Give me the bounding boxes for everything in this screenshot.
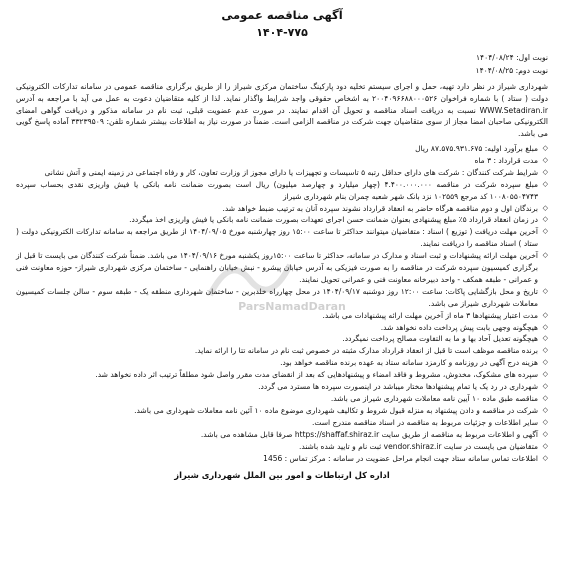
watermark: ParsNamadDaran [238, 300, 346, 313]
list-item: ◇ در زمان انعقاد قرارداد ۵٪ مبلغ پیشنهادی بعنوان ضمانت حسن اجرای تعهدات بصورت ضمانت نامه بانکی یا فیش واریزی اخذ میگردد. [16, 214, 548, 226]
list-item: ◇ اطلاعات تماس سامانه ستاد جهت انجام مراحل عضویت در سامانه : مرکز تماس : 1456 [16, 453, 548, 465]
list-item: ◇ مناقصه طبق ماده ۱۰ آیین نامه معاملات شهرداری شیراز می باشد. [16, 393, 548, 405]
notice-title: آگهی مناقصه عمومی [221, 8, 343, 22]
list-item: ◇ برنده مناقصه موظف است تا قبل از انعقاد قرارداد مدارک مثبته در خصوص ثبت نام در سامانه تتا را ارائه نماید. [16, 345, 548, 357]
list-item: ◇ آگهی و اطلاعات مربوط به مناقصه از طریق سایت https://shaffaf.shiraz.ir صرفا قابل مشاهده می باشد. [16, 429, 548, 441]
list-item: ◇ مدت اعتبار پیشنهادها ۳ ماه از آخرین مهلت ارائه پیشنهادات می باشد. [16, 310, 548, 322]
second-print-date: نوبت دوم: ۱۴۰۴/۰۸/۲۵ [475, 66, 548, 75]
intro-paragraph: شهرداری شیراز در نظر دارد تهیه، حمل و اجرای سیستم تخلیه دود پارکینگ ساختمان مرکزی شیراز را از طریق برگزاری مناقصه عمومی در سامانه تدارکات الکترونیکی دولت ( ستاد ) با شماره فراخوان ۲۰۰۴۰۹۶۶۸۸۰۰۰۵۲۶ به اشخاص حقوقی واجد شرایط واگذار نماید. لذا از کلیه متقاضیان دعوت به عمل می آید با مراجعه به آدرس WWW.Setadiran.ir نسبت به دریافت اسناد مناقصه و تحویل آن اقدام نمایند. در صورت عدم عضویت قبلی، ثبت نام در سامانه مذکور و دریافت گواهی امضای الکترونیکی صاحبان امضا مجاز از سوی متقاضیان جهت شرکت در مناقصه الزامی است. ضمناً در صورت نیاز به اطلاعات بیشتر شماره تلفن: ۳۳۲۳۹۵۰۹ آماده پاسخ گویی می باشد. [16, 82, 549, 139]
issuer-signature: اداره کل ارتباطات و امور بین الملل شهرداری شیراز [174, 470, 390, 481]
list-item: ◇ مدت قرارداد : ۳ ماه [16, 155, 548, 167]
list-item: ◇ برندگان اول و دوم مناقصه هرگاه حاضر به انعقاد قرارداد نشوند سپرده آنان به ترتیب ضبط خواهد شد. [16, 203, 548, 215]
notice-number: ۱۴۰۴-۷۷۵ [256, 26, 308, 39]
list-item: ◇ متقاضیان می بایست در سایت vendor.shiraz.ir ثبت نام و تایید شده باشند. [16, 441, 548, 453]
list-item: ◇ شهرداری در رد یک یا تمام پیشنهادها مختار میباشد در اینصورت سپرده ها مسترد می گردد. [16, 381, 548, 393]
publication-dates [16, 51, 548, 77]
list-item: ◇ سایر اطلاعات و جزئیات مربوط به مناقصه در اسناد مناقصه مندرج است. [16, 417, 548, 429]
list-item: ◇ آخرین مهلت دریافت ( توزیع ) اسناد : متقاضیان میتوانند حداکثر تا ساعت ۱۵:۰۰ روز چهارشنبه مورخ ۱۴۰۴/۰۹/۰۵ از طریق مراجعه به سامانه تدارکات الکترونیکی دولت ( ستاد ) اسناد مناقصه را دریافت نمایند. [16, 226, 548, 250]
list-item: ◇ شرایط شرکت کنندگان : شرکت های دارای حداقل رتبه ۵ تاسیسات و تجهیزات یا دارای مجوز از وزارت تعاون، کار و رفاه اجتماعی در زمینه ایمنی و آتش نشانی [16, 167, 548, 179]
first-print-date: نوبت اول: ۱۴۰۴/۰۸/۲۴ [475, 53, 548, 62]
list-item: ◇ مبلغ سپرده شرکت در مناقصه ۴.۴۰۰.۰۰۰.۰۰۰ (چهار میلیارد و چهارصد میلیون) ریال است بصورت ضمانت نامه بانکی یا فیش واریزی نقدی بحساب سپرده ۱۰۰۸۰۵۵۰۴۷۴۳ کد مرجع ۱۰۲۵۵۹ نزد بانک شهر شعبه چمران بنام شهرداری شیراز [16, 179, 548, 203]
list-item: ◇ مبلغ برآورد اولیه: ۸۷.۵۷۵.۹۳۱.۶۷۵ ریال [16, 143, 548, 155]
list-item: ◇ هیچگونه وجهی بابت پیش پرداخت داده نخواهد شد. [16, 322, 548, 334]
list-item: ◇ آخرین مهلت ارائه پیشنهادات و ثبت اسناد و مدارک در سامانه، حداکثر تا ساعت ۱۵:۰۰روز یکشنبه مورخ ۱۴۰۴/۰۹/۱۶ می باشد. ضمناً شرکت کنندگان می بایست تا قبل از برگزاری کمیسیون سپرده شرکت در مناقصه را به صورت فیزیکی به آدرس خیابان پیشرو - نبش خیابان راهنمایی - ساختمان مرکزی شهرداری شیراز- حوزه معاونت فنی و عمرانی - طبقه همکف - واحد دبیرخانه معاونت فنی و عمرانی تحویل نمایند. [16, 250, 548, 286]
list-item: ◇ شرکت در مناقصه و دادن پیشنهاد به منزله قبول شروط و تکالیف شهرداری موضوع ماده ۱۰ آئین نامه معاملات شهرداری می باشد. [16, 405, 548, 417]
list-item: ◇ هیچگونه تعدیل آحاد بها و ما به التفاوت مصالح پرداخت نمیگردد. [16, 333, 548, 345]
list-item: ◇ تاریخ و محل بازگشایی پاکات: ساعت ۱۲:۰۰ روز دوشنبه ۱۴۰۴/۰۹/۱۷ در محل چهارراه خلدبرین - ساختمان شهرداری منطقه یک - طبقه سوم - سالن جلسات کمیسیون معاملات شهرداری شیراز می باشد. [16, 286, 548, 310]
list-item: ◇ هزینه درج آگهی در روزنامه و کارمزد سامانه ستاد به عهده برنده مناقصه خواهد بود. [16, 357, 548, 369]
list-item: ◇ سپرده های مشکوک، مخدوش، مشروط و فاقد امضاء و پیشنهادهایی که بعد از انقضای مدت مقرر واصل شود مطلقاً ترتیب اثر داده نخواهد شد. [16, 369, 548, 381]
